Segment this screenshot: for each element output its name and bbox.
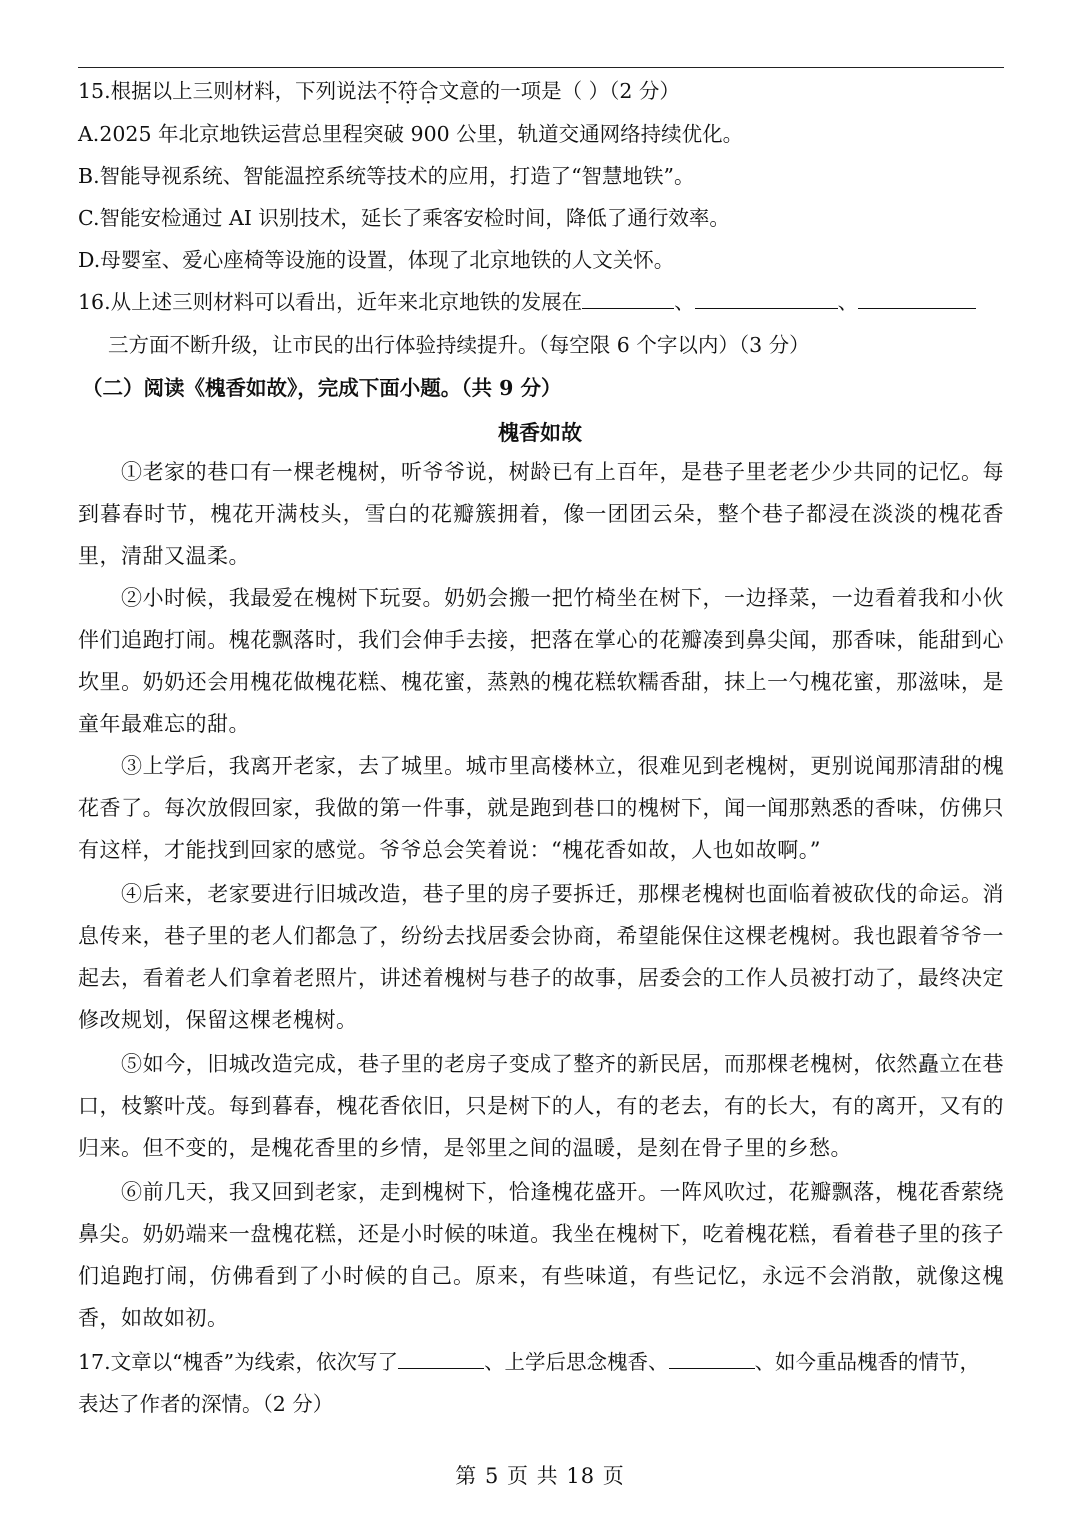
q15-option-d: D.母婴室、爱心座椅等设施的设置，体现了北京地铁的人文关怀。 xyxy=(78,248,675,272)
paragraph-6: ⑥前几天，我又回到老家，走到槐树下，恰逢槐花盛开。一阵风吹过，花瓣飘落，槐花香萦绕鼻尖。奶奶端来一盘槐花糕，还是小时候的味道。我坐在槐树下，吃着槐花糕，看着巷子里的孩子们追跑打闹，仿佛看到了小时候的自己。原来，有些味道，有些记忆，永远不会消散，就像这槐香，如故如初。 xyxy=(78,1180,1004,1330)
q15-option-a: A.2025 年北京地铁运营总里程突破 900 公里，轨道交通网络持续优化。 xyxy=(78,122,744,146)
q17-line1: 17.文章以“槐香”为线索，依次写了 、上学后思念槐香、 、如今重品槐香的情节， xyxy=(78,1350,981,1374)
q15-stem: 15.根据以上三则材料，下列说法不符合文意的一项是（ ）（2 分） xyxy=(78,79,680,103)
paragraph-4: ④后来，老家要进行旧城改造，巷子里的房子要拆迁，那棵老槐树也面临着被砍伐的命运。消息传来，巷子里的老人们都急了，纷纷去找居委会协商，希望能保住这棵老槐树。我也跟着爷爷一起去，看着老人们拿着老照片，讲述着槐树与巷子的故事，居委会的工作人员被打动了，最终决定修改规划，保留这棵老槐树。 xyxy=(78,882,1004,1032)
answer-blank-1[interactable] xyxy=(582,288,674,309)
q16-line1: 16.从上述三则材料可以看出，近年来北京地铁的发展在 、 、 xyxy=(78,287,1004,317)
q17-line2: 表达了作者的深情。（2 分） xyxy=(78,1392,334,1416)
paragraph-2: ②小时候，我最爱在槐树下玩耍。奶奶会搬一把竹椅坐在树下，一边择菜，一边看着我和小伙伴们追跑打闹。槐花飘落时，我们会伸手去接，把落在掌心的花瓣凑到鼻尖闻，那香味，能甜到心坎里。奶奶还会用槐花做槐花糕、槐花蜜，蒸熟的槐花糕软糯香甜，抹上一勺槐花蜜，那滋味，是童年最难忘的甜。 xyxy=(78,586,1004,736)
paragraph-5: ⑤如今，旧城改造完成，巷子里的老房子变成了整齐的新民居，而那棵老槐树，依然矗立在巷口，枝繁叶茂。每到暮春，槐花香依旧，只是树下的人，有的老去，有的长大，有的离开，又有的归来。但不变的，是槐花香里的乡情，是邻里之间的温暖，是刻在骨子里的乡愁。 xyxy=(78,1052,1004,1160)
answer-blank-4[interactable] xyxy=(398,1348,484,1369)
emphasis-char: 合 xyxy=(418,79,439,103)
top-rule xyxy=(78,67,1004,68)
q16-line2: 三方面不断升级，让市民的出行体验持续提升。（每空限 6 个字以内）（3 分） xyxy=(108,333,810,357)
emphasis-char: 不 xyxy=(377,79,398,103)
answer-blank-2[interactable] xyxy=(695,288,838,309)
paragraph-3: ③上学后，我离开老家，去了城里。城市里高楼林立，很难见到老槐树，更别说闻那清甜的槐花香了。每次放假回家，我做的第一件事，就是跑到巷口的槐树下，闻一闻那熟悉的香味，仿佛只有这样，才能找到回家的感觉。爷爷总会笑着说：“槐花香如故，人也如故啊。” xyxy=(78,754,1004,862)
answer-blank-3[interactable] xyxy=(858,288,976,309)
q15-option-c: C.智能安检通过 AI 识别技术，延长了乘客安检时间，降低了通行效率。 xyxy=(78,206,730,230)
q15-option-b: B.智能导视系统、智能温控系统等技术的应用，打造了“智慧地铁”。 xyxy=(78,164,695,188)
article-title: 槐香如故 xyxy=(498,420,582,445)
emphasis-char: 符 xyxy=(397,79,419,103)
section-heading: （二）阅读《槐香如故》，完成下面小题。（共 9 分） xyxy=(82,376,562,400)
page-number: 第 5 页 共 18 页 xyxy=(455,1464,625,1488)
answer-blank-5[interactable] xyxy=(669,1348,755,1369)
paragraph-1: ①老家的巷口有一棵老槐树，听爷爷说，树龄已有上百年，是巷子里老老少少共同的记忆。每到暮春时节，槐花开满枝头，雪白的花瓣簇拥着，像一团团云朵，整个巷子都浸在淡淡的槐花香里，清甜又温柔。 xyxy=(78,460,1004,568)
